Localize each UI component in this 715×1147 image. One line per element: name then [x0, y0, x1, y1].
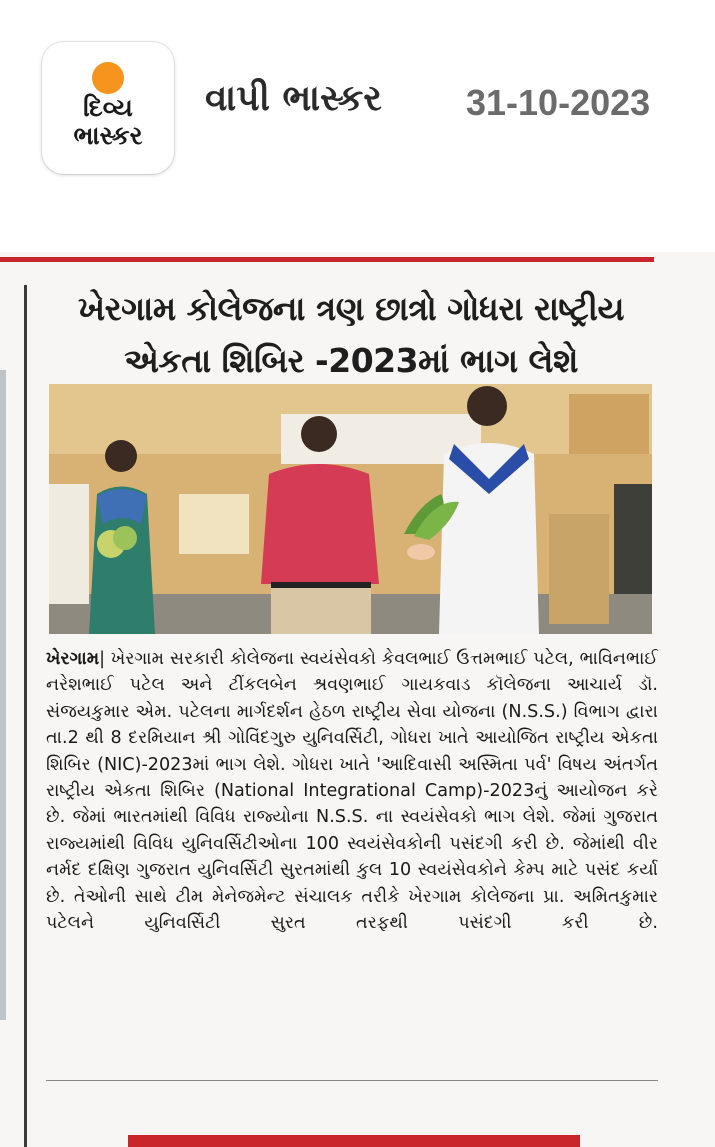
article-body: [46, 646, 658, 936]
photo-illustration: [49, 384, 652, 634]
article-body-text: ખેરગામ સરકારી કોલેજના સ્વયંસેવકો કેવલભાઈ ઉત્તમભાઈ પટેલ, ભાવિનભાઈ નરેશભાઈ પટેલ અને ટીંકલબેન શ્રવણભાઈ ગાયકવાડ કૉલેજના આચાર્ય ડૉ. સંજયકુમાર એમ. પટેલના માર્ગદર્શન હેઠળ રાષ્ટ્રીય સેવા યોજના (N.S.S.) વિભાગ દ્વારા તા.2 થી 8 દરમિયાન શ્રી ગોવિંદગુરુ યુનિવર્સિટી, ગોધરા ખાતે આયોજિત રાષ્ટ્રીય એકતા શિબિર (NIC)-2023માં ભાગ લેશે. ગોધરા ખાતે 'આદિવાસી અસ્મિતા પર્વ' વિષય અંતર્ગત રાષ્ટ્રીય એકતા શિબિર (National Integrational Camp)-2023નું આયોજન કરે છે. જેમાં ભારતમાંથી વિવિધ રાજ્યોના N.S.S. ના સ્વયંસેવકો ભાગ લેશે. જેમાં ગુજરાત રાજ્યમાંથી વિવિધ યુનિવર્સિટીઓના 100 સ્વયંસેવકોની પસંદગી કરી છે. જેમાંથી વીર નર્મદ દક્ષિણ ગુજરાત યુનિવર્સિટી સુરતમાંથી કુલ 10 સ્વયંસેવકોને કેમ્પ માટે પસંદ કર્યા છે. તેઓની સાથે ટીમ મેનેજમેન્ટ સંચાલક તરીકે ખેરગામ કોલેજના પ્રા. અમિતકુમાર પટેલને યુનિવર્સિટી સુરત તરફથી પસંદગી કરી છે.: [46, 649, 658, 934]
logo-text-line1: દિવ્ય: [83, 93, 133, 122]
headline-line-2: એકતા શિબિર -2023માં ભાગ લેશે: [124, 341, 578, 380]
sun-icon: [92, 62, 124, 94]
adjacent-column-strip: [0, 370, 6, 1020]
article-headline: [44, 283, 658, 387]
next-article-red-band: [128, 1135, 580, 1147]
article-photo: [49, 384, 652, 634]
article-dateline: ખેરગામ: [46, 649, 100, 669]
headline-line-1: ખેરગામ કોલેજના ત્રણ છાત્રો ગોધરા રાષ્ટ્રીય: [77, 289, 625, 328]
divya-bhaskar-logo: [42, 42, 174, 174]
edition-date: 31-10-2023: [466, 82, 651, 123]
logo-text-line2: ભાસ્કર: [73, 121, 143, 150]
edition-name: વાપી ભાસ્કર: [205, 78, 382, 119]
dateline-separator: |: [99, 649, 111, 669]
article-bottom-rule: [46, 1080, 658, 1081]
top-red-rule: [0, 257, 654, 262]
column-divider: [24, 285, 27, 1147]
